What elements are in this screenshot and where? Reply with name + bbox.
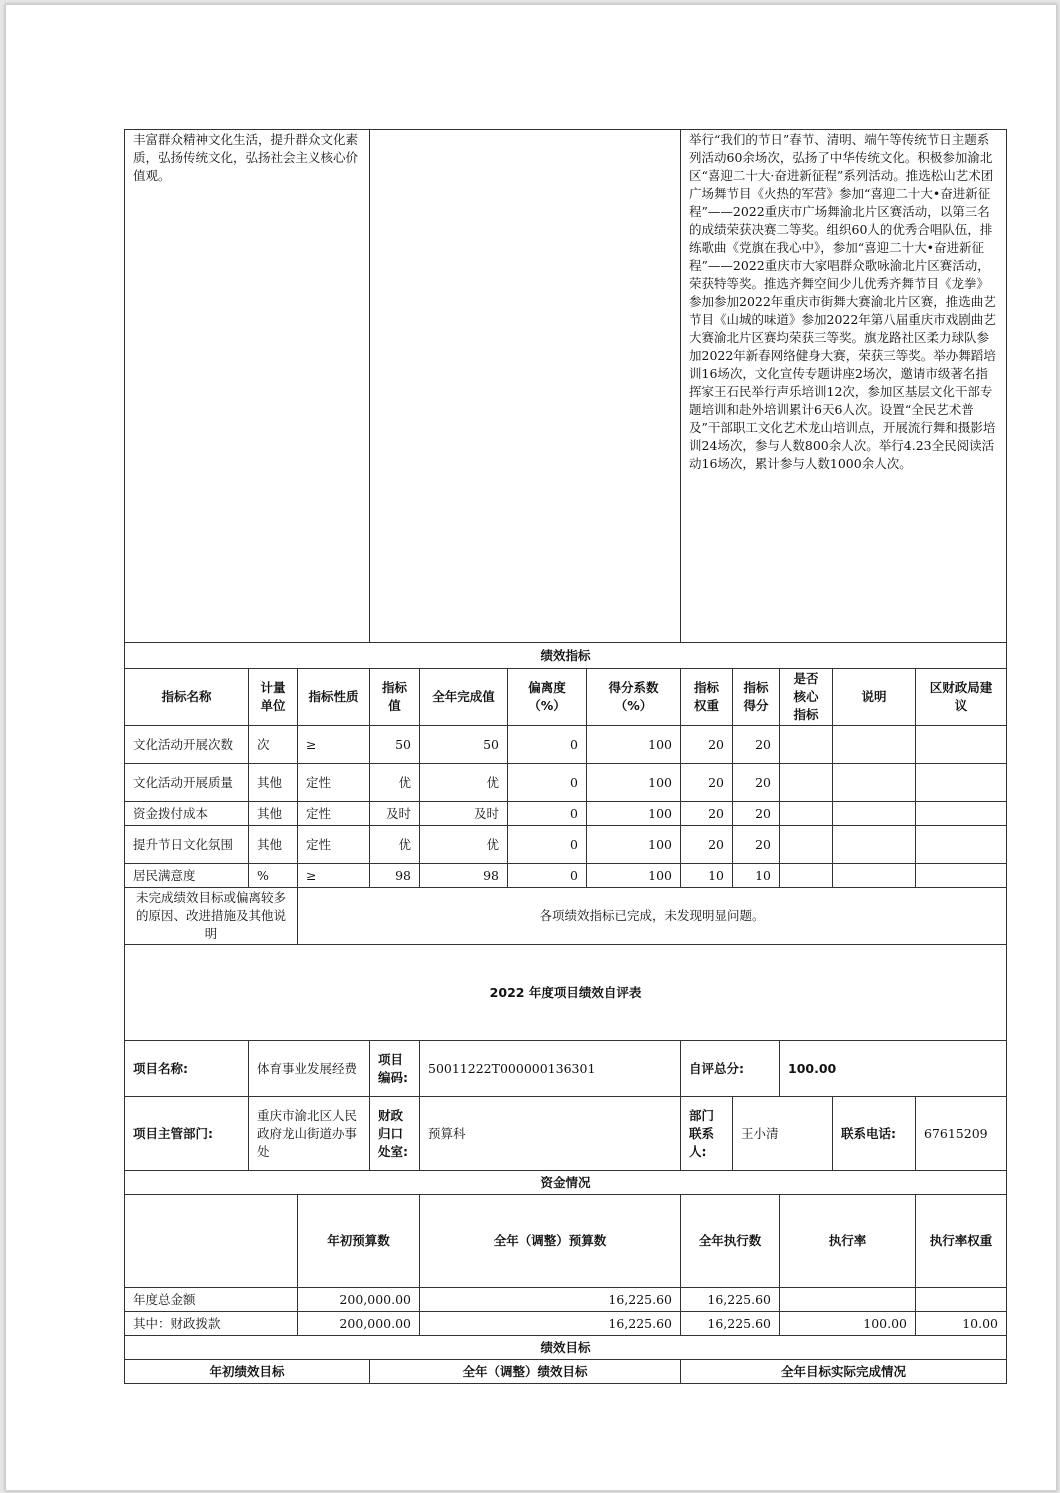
indicator-completed: 50 [420,726,508,764]
project-code: 50011222T000000136301 [420,1041,681,1097]
indicator-target: 优 [370,764,420,802]
header-description: 说明 [833,669,916,726]
indicator-coefficient: 100 [587,726,681,764]
funds-initial-budget: 200,000.00 [298,1288,420,1312]
indicator-unit: 次 [249,726,298,764]
indicator-core [780,726,833,764]
indicator-completed: 优 [420,764,508,802]
indicator-coefficient: 100 [587,764,681,802]
funds-header-rate-weight: 执行率权重 [916,1195,1007,1288]
indicator-name: 文化活动开展次数 [125,726,249,764]
indicator-nature: ≥ [298,726,370,764]
header-indicator-name: 指标名称 [125,669,249,726]
table-row [125,864,1007,888]
dept-name: 重庆市渝北区人民政府龙山街道办事处 [249,1097,370,1171]
funds-rate-weight: 10.00 [916,1312,1007,1336]
indicator-core [780,864,833,888]
funds-adjusted-budget: 16,225.60 [420,1312,681,1336]
indicator-name: 居民满意度 [125,864,249,888]
funds-adjusted-budget: 16,225.60 [420,1288,681,1312]
goals-section-title: 绩效目标 [125,1336,1007,1360]
note-label: 未完成绩效目标或偏离较多的原因、改进措施及其他说明 [125,888,298,945]
indicator-score: 20 [733,764,780,802]
indicators-header-row [125,669,1007,726]
indicator-deviation: 0 [508,764,587,802]
project-name-label: 项目名称: [125,1041,249,1097]
table-row [125,802,1007,826]
note-row [125,888,1007,945]
indicator-weight: 20 [681,764,733,802]
indicator-deviation: 0 [508,864,587,888]
indicator-name: 资金拨付成本 [125,802,249,826]
indicator-unit: 其他 [249,764,298,802]
goals-header-row [125,1360,1007,1384]
indicator-suggestion [916,764,1007,802]
funds-row-label: 年度总金额 [125,1288,298,1312]
finance-office-label: 财政归口处室: [370,1097,420,1171]
header-deviation: 偏离度（%） [508,669,587,726]
header-core-indicator: 是否核心指标 [780,669,833,726]
indicator-nature: ≥ [298,864,370,888]
funds-section-title: 资金情况 [125,1171,1007,1195]
indicator-completed: 优 [420,826,508,864]
indicator-note [833,764,916,802]
indicator-name: 提升节日文化氛围 [125,826,249,864]
indicator-completed: 98 [420,864,508,888]
goals-header-initial: 年初绩效目标 [125,1360,370,1384]
table-row [125,1288,1007,1312]
header-finance-suggestion: 区财政局建议 [916,669,1007,726]
indicator-nature: 定性 [298,764,370,802]
note-text: 各项绩效指标已完成，未发现明显问题。 [298,888,1007,945]
dept-label: 项目主管部门: [125,1097,249,1171]
funds-header-adjusted-budget: 全年（调整）预算数 [420,1195,681,1288]
indicator-suggestion [916,726,1007,764]
indicator-score: 10 [733,864,780,888]
contact-name: 王小清 [733,1097,833,1171]
funds-execution-rate [780,1288,916,1312]
indicator-suggestion [916,802,1007,826]
funds-executed: 16,225.60 [681,1312,780,1336]
indicator-target: 及时 [370,802,420,826]
header-unit: 计量单位 [249,669,298,726]
funds-initial-budget: 200,000.00 [298,1312,420,1336]
goals-header-actual: 全年目标实际完成情况 [681,1360,1007,1384]
indicator-score: 20 [733,826,780,864]
project-info-row [125,1041,1007,1097]
indicator-deviation: 0 [508,802,587,826]
funds-row-label: 其中：财政拨款 [125,1312,298,1336]
evaluation-table [124,129,1007,1384]
contact-label: 部门联系人: [681,1097,733,1171]
funds-rate-weight [916,1288,1007,1312]
dept-info-row [125,1097,1007,1171]
form-title: 2022 年度项目绩效自评表 [125,945,1007,1041]
table-row [125,764,1007,802]
indicator-note [833,826,916,864]
header-score-coefficient: 得分系数（%） [587,669,681,726]
indicator-core [780,802,833,826]
funds-header-executed: 全年执行数 [681,1195,780,1288]
indicator-nature: 定性 [298,826,370,864]
indicator-coefficient: 100 [587,826,681,864]
indicator-weight: 20 [681,726,733,764]
initial-goal-text: 丰富群众精神文化生活，提升群众文化素质，弘扬传统文化，弘扬社会主义核心价值观。 [125,130,370,643]
funds-header-blank [125,1195,298,1288]
table-row [125,826,1007,864]
funds-header-row [125,1195,1007,1288]
finance-office: 预算科 [420,1097,681,1171]
header-nature: 指标性质 [298,669,370,726]
indicator-unit: 其他 [249,826,298,864]
indicator-note [833,802,916,826]
indicator-core [780,826,833,864]
table-row [125,726,1007,764]
score-label: 自评总分: [681,1041,780,1097]
funds-header-execution-rate: 执行率 [780,1195,916,1288]
goal-text-row [125,130,1007,643]
indicator-weight: 20 [681,826,733,864]
indicator-unit: 其他 [249,802,298,826]
indicator-coefficient: 100 [587,864,681,888]
indicator-coefficient: 100 [587,802,681,826]
actual-completion-text: 举行“我们的节日”春节、清明、端午等传统节日主题系列活动60余场次，弘扬了中华传统文化。积极参加渝北区“喜迎二十大·奋进新征程”系列活动。推选松山艺术团广场舞节目《火热的军营》参加“喜迎二十大•奋进新征程”——2022重庆市广场舞渝北片区赛活动，以第三名的成绩荣获决赛二等奖。组织60人的优秀合唱队伍，排练歌曲《党旗在我心中》，参加“喜迎二十大•奋进新征程”——2022重庆市大家唱群众歌咏渝北片区赛活动，荣获特等奖。推选齐舞空间少儿优秀齐舞节目《龙拳》参加参加2022年重庆市街舞大赛渝北片区赛，推选曲艺节目《山城的味道》参加2022年第八届重庆市戏剧曲艺大赛渝北片区赛均荣获三等奖。旗龙路社区柔力球队参加2022年新春网络健身大赛，荣获三等奖。举办舞蹈培训16场次，文化宣传专题讲座2场次，邀请市级著名指挥家王石民举行声乐培训12次，参加区基层文化干部专题培训和赴外培训累计6天6人次。设置“全民艺术普及”干部职工文化艺术龙山培训点，开展流行舞和摄影培训24场次，参与人数800余人次。举行4.23全民阅读活动16场次，累计参与人数1000余人次。 [681,130,1007,643]
indicator-deviation: 0 [508,726,587,764]
indicator-target: 98 [370,864,420,888]
project-code-label: 项目编码: [370,1041,420,1097]
indicator-weight: 20 [681,802,733,826]
indicator-unit: % [249,864,298,888]
indicator-completed: 及时 [420,802,508,826]
indicator-target: 优 [370,826,420,864]
indicator-suggestion [916,864,1007,888]
goals-header-adjusted: 全年（调整）绩效目标 [370,1360,681,1384]
indicator-suggestion [916,826,1007,864]
indicator-nature: 定性 [298,802,370,826]
funds-execution-rate: 100.00 [780,1312,916,1336]
indicator-score: 20 [733,802,780,826]
indicator-score: 20 [733,726,780,764]
table-row [125,1312,1007,1336]
indicator-core [780,764,833,802]
adjusted-goal-text [370,130,681,643]
funds-executed: 16,225.60 [681,1288,780,1312]
indicator-note [833,726,916,764]
indicator-deviation: 0 [508,826,587,864]
indicator-target: 50 [370,726,420,764]
indicator-name: 文化活动开展质量 [125,764,249,802]
indicators-section-title: 绩效指标 [125,643,1007,669]
phone-number: 67615209 [916,1097,1007,1171]
header-target-value: 指标值 [370,669,420,726]
funds-header-initial-budget: 年初预算数 [298,1195,420,1288]
project-name: 体育事业发展经费 [249,1041,370,1097]
indicator-note [833,864,916,888]
header-weight: 指标权重 [681,669,733,726]
header-score: 指标得分 [733,669,780,726]
total-score: 100.00 [780,1041,1007,1097]
indicator-weight: 10 [681,864,733,888]
phone-label: 联系电话: [833,1097,916,1171]
header-completed-value: 全年完成值 [420,669,508,726]
